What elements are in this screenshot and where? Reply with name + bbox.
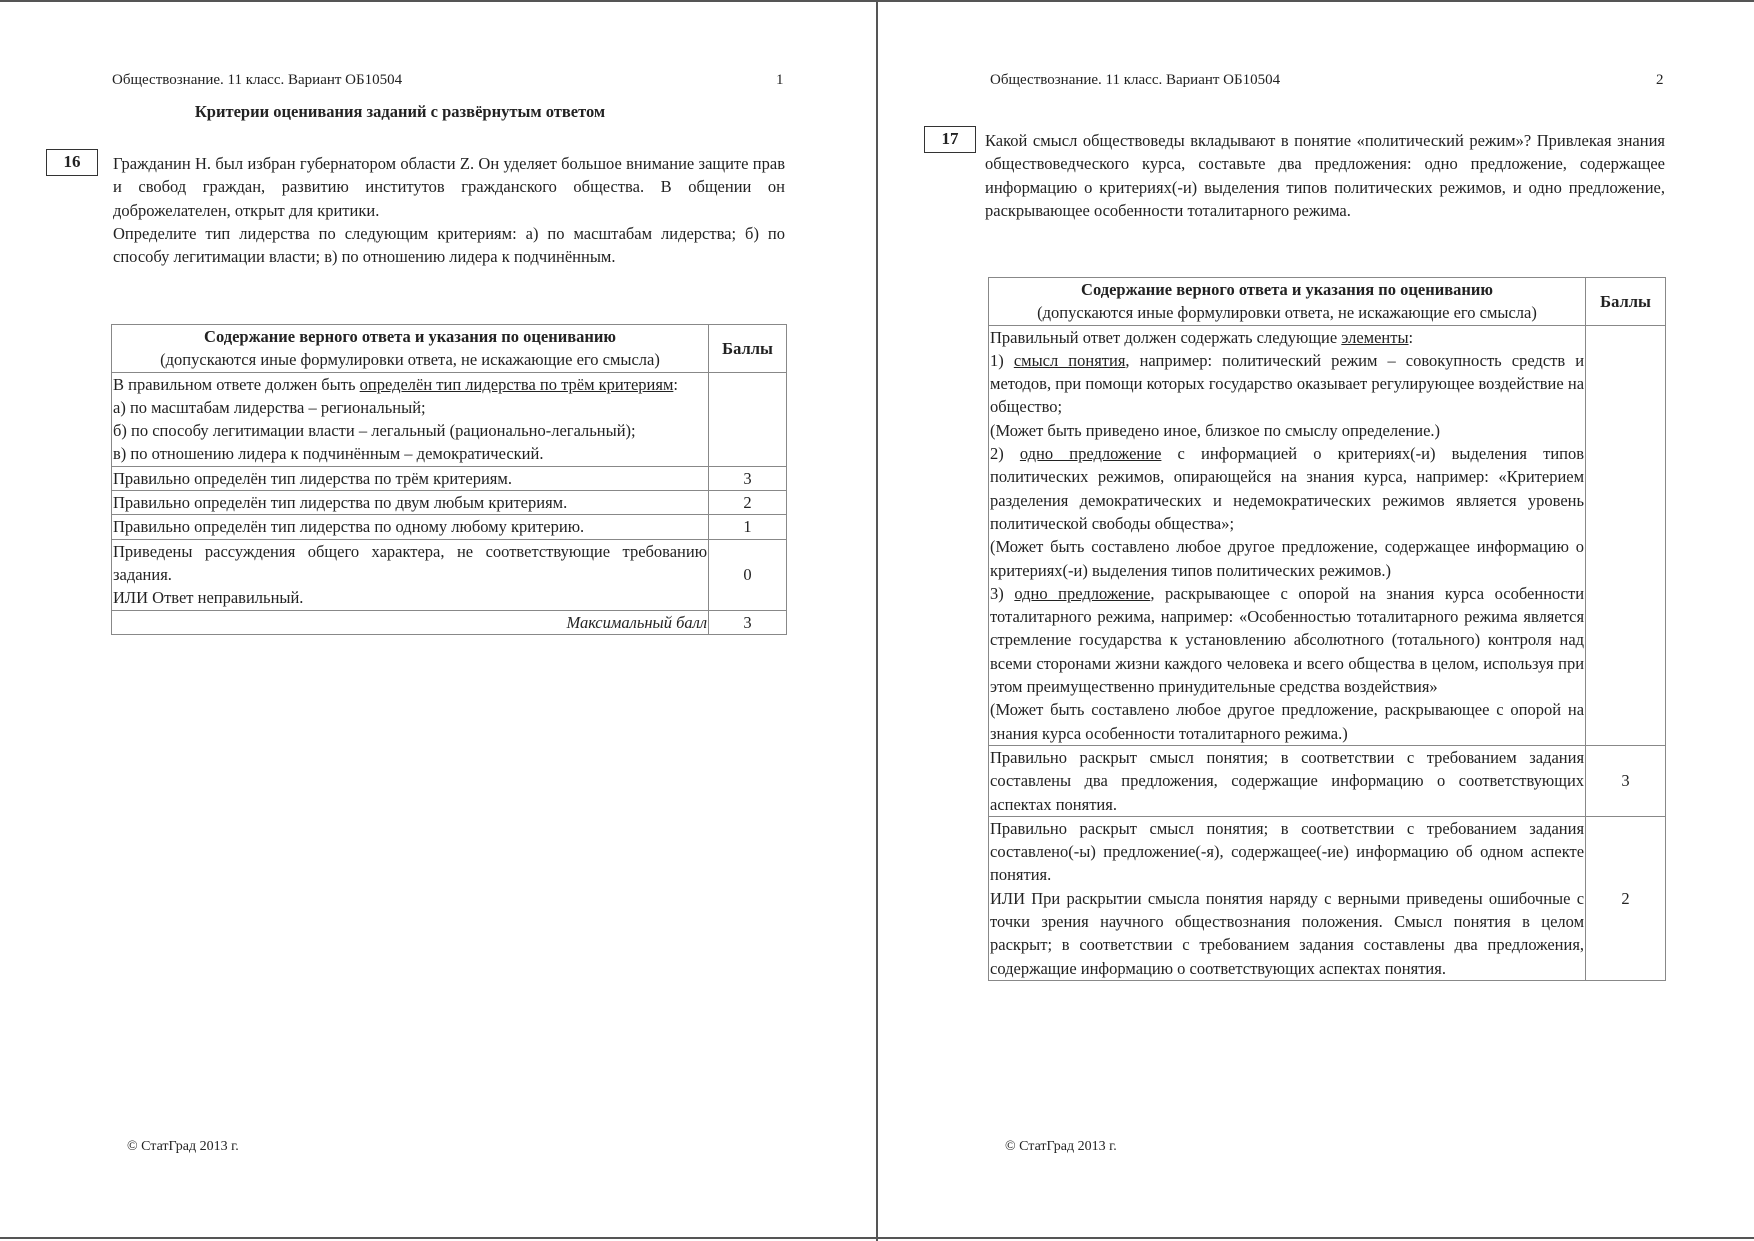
header-content-cell [112,325,709,373]
answer-intro-end: : [1408,327,1414,347]
page-number: 1 [776,72,784,88]
answer-intro-underlined: элементы [1341,327,1409,347]
page-title: Критерии оценивания заданий с развёрнутым ответом [194,102,606,121]
element-number: 3) [990,583,1015,603]
criteria-table-17 [988,277,1666,981]
criteria-table-16 [111,324,787,635]
task-16-text [113,152,785,268]
task-16-paragraph: Гражданин Н. был избран губернатором области Z. Он уделяет большое внимание защите прав и свобод граждан, развитию институтов гражданского общества. В общении он доброжелателен, открыт для критики. [113,154,785,220]
table-header-row [112,325,787,373]
criterion-text: Правильно определён тип лидерства по двум любым критериям. [112,491,709,515]
element-underlined: одно предложение [1019,444,1162,464]
answer-line: в) по отношению лидера к подчинённым – демократический. [113,444,544,464]
page-header: Обществознание. 11 класс. Вариант ОБ10504 [112,72,403,88]
table-row [112,466,787,490]
table-row [112,515,787,539]
answer-cell [989,325,1586,745]
element-text: , раскрывающее с опорой на знания курса особенности тоталитарного режима, например: «Особенностью тоталитарного режима является стремление государства к установлению абсолютного (тотального) контроля над всеми сторонами жизни каждого человека и всего общества в целом, используя при этом преимущественно принудительные средства воздействия» [990,583,1585,697]
task-number-16: 16 [46,149,98,176]
header-content-note: (допускаются иные формулировки ответа, не искажающие его смысла) [1037,303,1537,323]
criterion-text-line: Приведены рассуждения общего характера, не соответствующие требованию задания. [113,541,708,584]
header-score-cell: Баллы [709,325,787,373]
element-underlined: одно предложение [1014,583,1151,603]
answer-row [989,325,1666,745]
header-score-cell: Баллы [1586,278,1666,326]
max-score-row [112,610,787,634]
header-content-bold: Содержание верного ответа и указания по оцениванию [1081,280,1494,299]
header-content-cell [989,278,1586,326]
element-number: 2) [990,444,1020,464]
element-underlined: смысл понятия [1013,350,1126,370]
table-row [989,745,1666,816]
criterion-score: 2 [709,491,787,515]
page-footer: © СтатГрад 2013 г. [1005,1139,1117,1154]
answer-intro-end: : [673,374,678,394]
criterion-text-line: ИЛИ При раскрытии смысла понятия наряду с верными приведены ошибочные с точки зрения научного обществознания положения. Смысл понятия в целом раскрыт; в соответствии с требованием задания составлены два предложения, содержащие информацию о соответствующих аспектах понятия. [990,888,1585,978]
table-row [112,491,787,515]
table-row [989,816,1666,980]
criterion-text-line: ИЛИ Ответ неправильный. [113,588,304,608]
max-score-label: Максимальный балл [112,610,709,634]
element-text: с информацией о критериях(-и) выделения типов политических режимов, опирающейся на знания курса, например: «Критерием разделения демократических и недемократических режимов является уровень политической свободы общества»; [990,444,1585,533]
page-header: Обществознание. 11 класс. Вариант ОБ10504 [990,72,1281,88]
element-note: (Может быть составлено любое другое предложение, содержащее информацию о критериях(-и) выделения типов политических режимов.) [990,537,1585,580]
element-note: (Может быть приведено иное, близкое по смыслу определение.) [990,420,1441,440]
answer-score-cell [709,372,787,466]
criterion-text [112,539,709,610]
task-number-17: 17 [924,126,976,153]
answer-line: а) по масштабам лидерства – региональный; [113,397,426,417]
criterion-score: 0 [709,539,787,610]
task-16-paragraph: Определите тип лидерства по следующим критериям: а) по масштабам лидерства; б) по способу легитимации власти; в) по отношению лидера к подчинённым. [113,223,785,267]
page-2 [876,2,1754,1241]
answer-intro: В правильном ответе должен быть [113,374,360,394]
page-footer: © СтатГрад 2013 г. [127,1139,239,1154]
max-score-value: 3 [709,610,787,634]
page-number: 2 [1656,72,1664,88]
criterion-text: Правильно раскрыт смысл понятия; в соответствии с требованием задания составлены два предложения, содержащие информацию о соответствующих аспектах понятия. [989,745,1586,816]
table-header-row [989,278,1666,326]
answer-score-cell [1586,325,1666,745]
task-17-paragraph: Какой смысл обществоведы вкладывают в понятие «политический режим»? Привлекая знания обществоведческого курса, составьте два предложения: одно предложение, содержащее информацию о критериях(-и) выделения типов политических режимов, и одно предложение, раскрывающее особенности тоталитарного режима. [985,131,1665,220]
criterion-score: 3 [709,466,787,490]
criterion-score: 3 [1586,745,1666,816]
element-note: (Может быть составлено любое другое предложение, раскрывающее с опорой на знания курса особенности тоталитарного режима.) [990,700,1585,743]
answer-cell [112,372,709,466]
criterion-text: Правильно определён тип лидерства по трём критериям. [112,466,709,490]
task-17-text [985,129,1665,222]
page-1 [0,2,876,1241]
answer-line: б) по способу легитимации власти – легальный (рационально-легальный); [113,421,636,441]
header-content-bold: Содержание верного ответа и указания по оцениванию [204,327,617,346]
answer-row [112,372,787,466]
element-text: , например: политический режим – совокупность средств и методов, при помощи которых государство оказывает регулирующее воздействие на общество; [990,350,1585,417]
table-row [112,539,787,610]
criterion-text [989,816,1586,980]
element-number: 1) [990,350,1014,370]
criterion-text: Правильно определён тип лидерства по одному любому критерию. [112,515,709,539]
answer-intro-underlined: определён тип лидерства по трём критериям [359,374,674,394]
criterion-score: 2 [1586,816,1666,980]
answer-intro: Правильный ответ должен содержать следующие [990,327,1342,347]
header-content-note: (допускаются иные формулировки ответа, не искажающие его смысла) [160,350,660,370]
criterion-score: 1 [709,515,787,539]
criterion-text-line: Правильно раскрыт смысл понятия; в соответствии с требованием задания составлено(-ы) предложение(-я), содержащее(-ие) информацию об одном аспекте понятия. [990,818,1585,885]
